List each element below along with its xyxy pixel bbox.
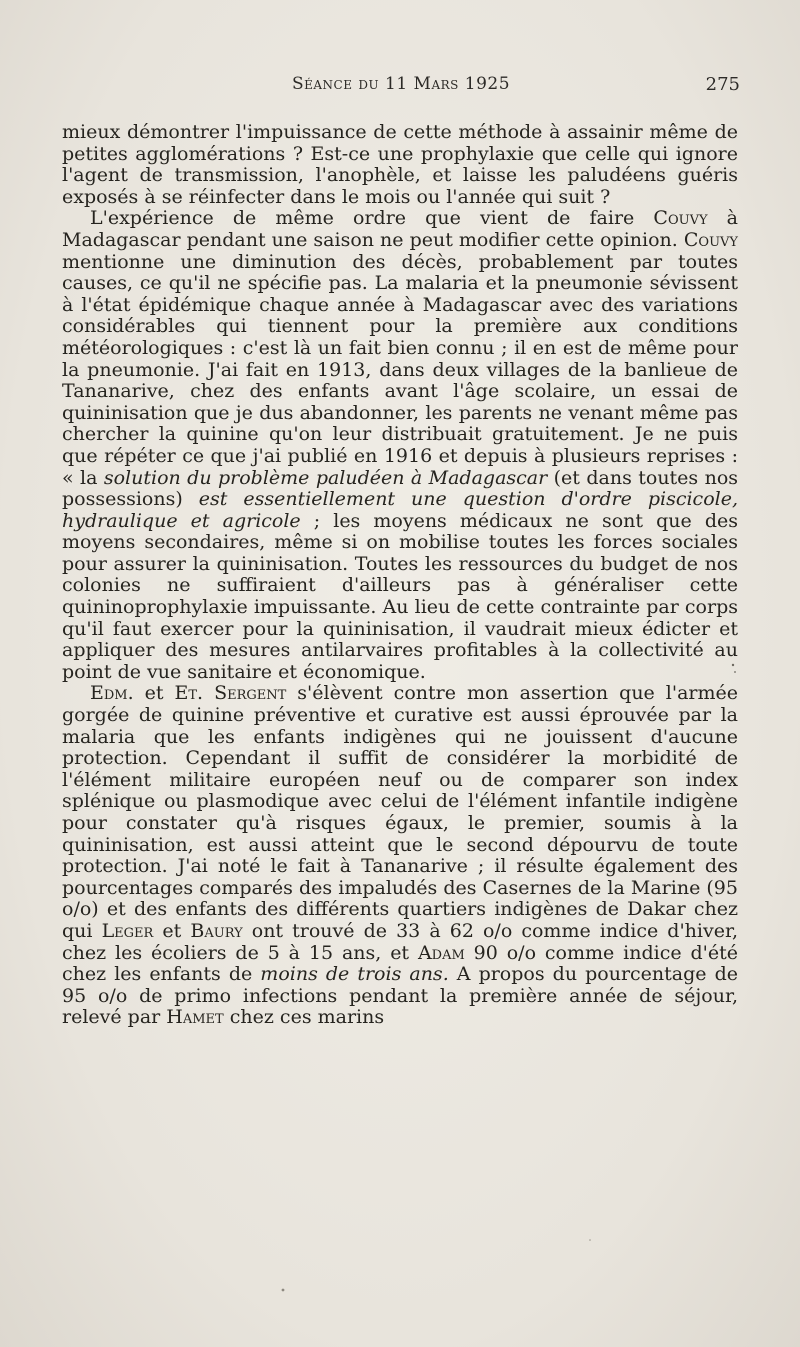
- author-name: Couvy: [653, 207, 708, 230]
- text-run: chez ces marins: [223, 1006, 385, 1029]
- text-run: s'élèvent contre mon assertion que l'armée gorgée de quinine préventive et curative est aussi éprouvée par la malaria que les enfants indigènes qui ne jouissent d'aucune protection. Cependant il suffit de considérer la morbidité de l'élément militaire européen neuf ou de comparer son index splénique ou plasmodique avec celui de l'élément infantile indigène pour constater qu'à risques égaux, le premier, soumis à la quininisation, est aussi atteint que le second dépourvu de toute protection. J'ai noté le fait à Tananarive ; il résulte également des pourcentages comparés des impaludés des Casernes de la Marine (95 o/o) et des enfants des différents quartiers indigènes de Dakar chez qui: [62, 682, 738, 942]
- author-name: Couvy: [683, 228, 738, 251]
- text-run: et: [133, 682, 175, 705]
- italic-phrase: moins de trois ans.: [260, 963, 449, 986]
- running-title: Séance du 11 Mars 1925: [291, 74, 511, 94]
- text-run: à Madagascar pendant une saison ne peut modifier cette opinion.: [62, 207, 738, 251]
- paper-speck: [589, 1239, 591, 1241]
- text-run: A propos du pourcentage de 95 o/o de primo infections pendant la première année de séjour, relevé par: [62, 963, 738, 1029]
- text-run: ; les moyens médicaux ne sont que des moyens secondaires, même si on mobilise toutes les forces sociales pour assurer la quininisation. Toutes les ressources du budget de nos colonies ne suffiraient d'ailleurs pas à généraliser cette quininoprophylaxie impuissante. Au lieu de cette contrainte par corps qu'il faut exercer pour la quininisation, il vaudrait mieux édicter et appliquer des mesures antilarvaires profitables à la collectivité au point de vue sanitaire et économique.: [62, 509, 738, 683]
- italic-quote: solution du problème paludéen à Madagascar: [103, 466, 548, 489]
- author-name: Hamet: [166, 1006, 224, 1029]
- text-run: 90 o/o comme indice d'été chez les enfants de: [62, 941, 738, 986]
- body-text: [62, 122, 738, 1029]
- author-name: Leger: [101, 919, 154, 942]
- text-run: mentionne une diminution des décès, probablement par toutes causes, ce qu'il ne spécifie pas. La malaria et la pneumonie sévissent à l'état épidémique chaque année à Madagascar avec des variations considérables qui tiennent pour la première aux conditions météorologiques : c'est là un fait bien connu ; il en est de même pour la pneumonie. J'ai fait en 1913, dans deux villages de la banlieue de Tananarive, chez des enfants avant l'âge scolaire, un essai de quininisation que je dus abandonner, les parents ne venant même pas chercher la quinine qu'on leur distribuait gratuitement. Je ne puis que répéter ce que j'ai publié en 1916 et depuis à plusieurs reprises : « la: [62, 250, 738, 489]
- author-name: Et. Sergent: [174, 682, 287, 705]
- page-header: [62, 74, 740, 104]
- text-run: et: [153, 919, 191, 942]
- paper-speck: [282, 1289, 285, 1292]
- text-run: (et dans toutes nos possessions): [62, 466, 739, 511]
- text-run: L'expérience de même ordre que vient de faire: [90, 207, 654, 230]
- italic-quote: est essentiellement une question d'ordre piscicole, hydraulique et agricole: [62, 488, 738, 532]
- page-number: 275: [705, 74, 740, 95]
- text-run: mieux démontrer l'impuissance de cette méthode à assainir même de petites agglomérations ? Est-ce une prophylaxie que celle qui ignore l'agent de transmission, l'anophèle, et laisse les paludéens guéris exposés à se réinfecter dans le mois ou l'année qui suit ?: [62, 121, 738, 208]
- paragraph-3: [62, 683, 738, 1029]
- author-name: Edm.: [90, 682, 134, 705]
- author-name: Baury: [190, 919, 243, 942]
- paragraph-2: [62, 208, 738, 683]
- text-run: ont trouvé de 33 à 62 o/o comme indice d'hiver, chez les écoliers de 5 à 15 ans, et: [62, 919, 739, 964]
- paragraph-1: [62, 122, 738, 208]
- author-name: Adam: [417, 941, 465, 964]
